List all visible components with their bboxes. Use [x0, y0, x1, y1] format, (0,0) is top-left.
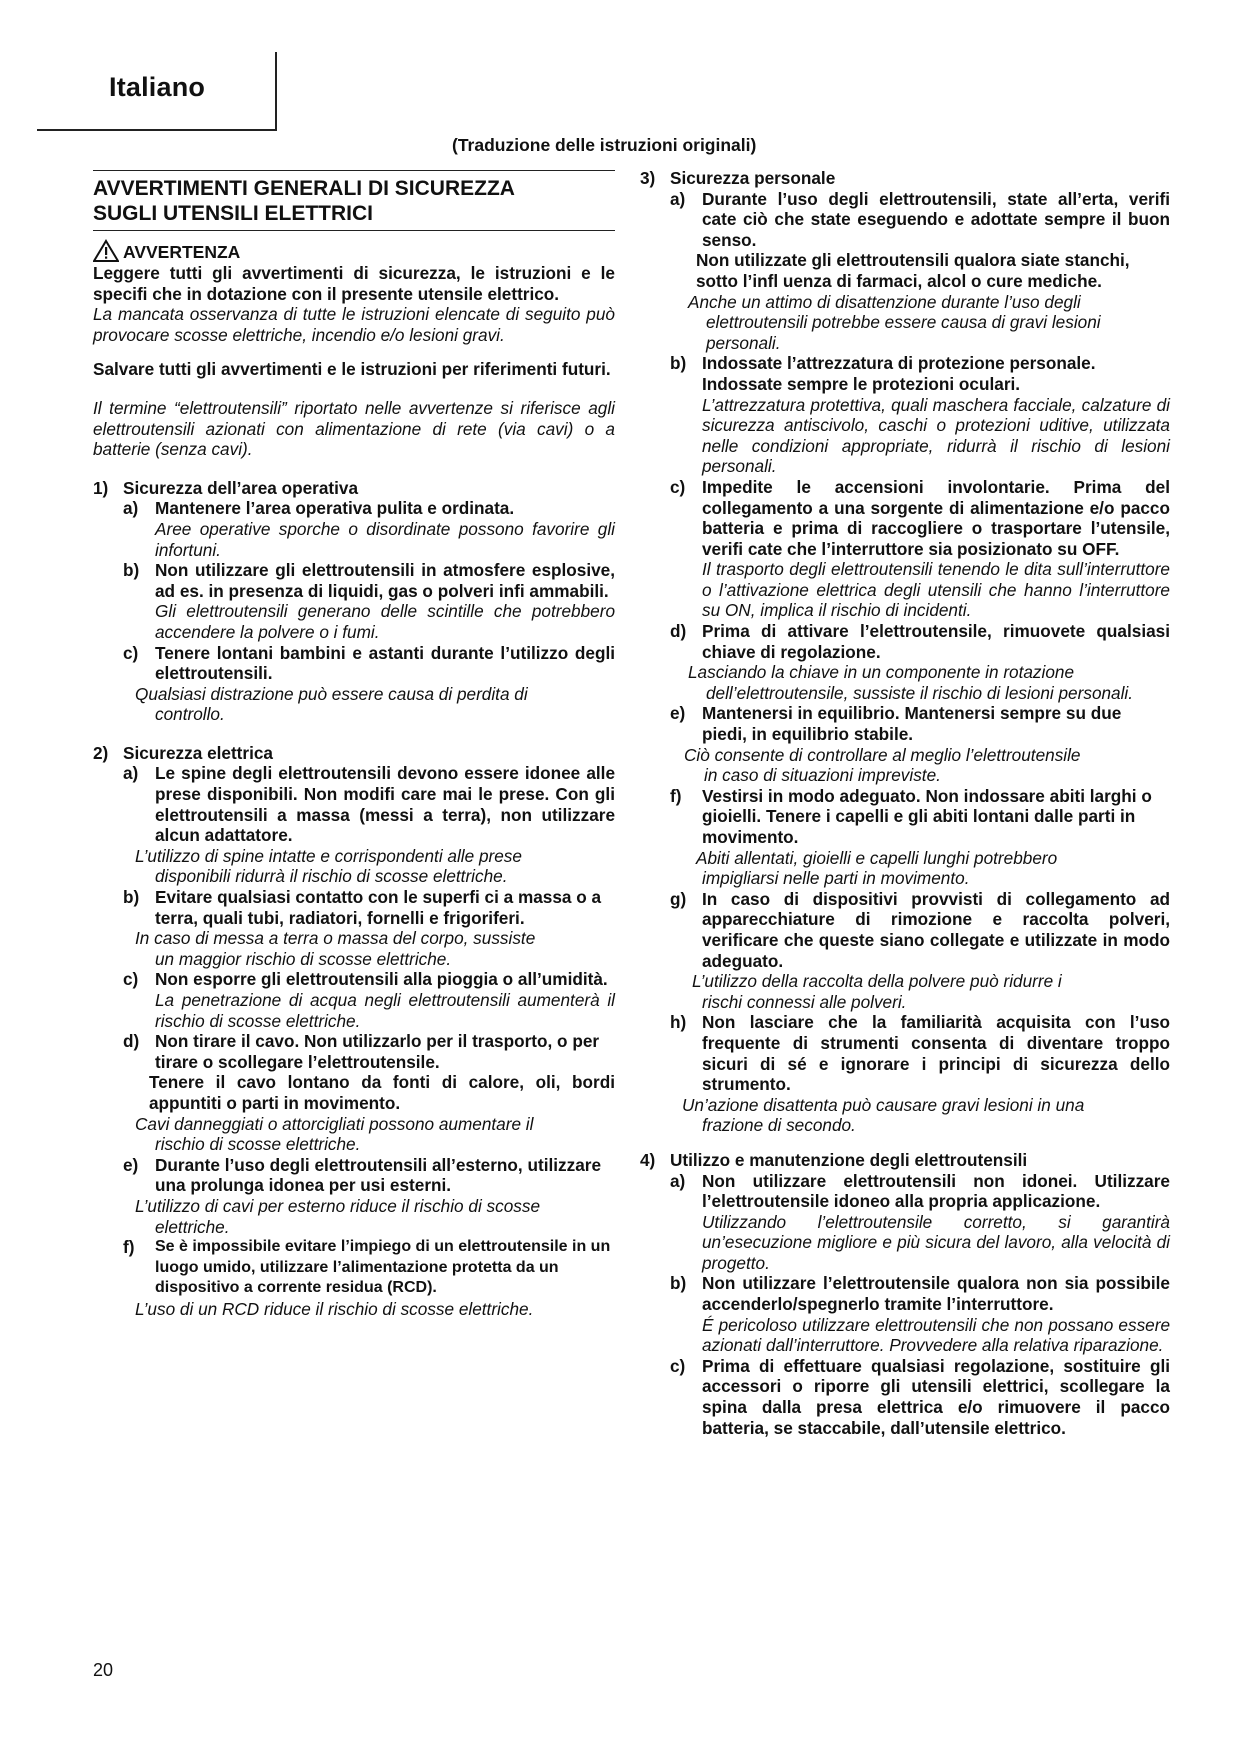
item-3g: g) In caso di dispositivi provvisti di collegamento ad apparecchiature di rimozione e raccolta polveri, verificare che queste siano collegate e utilizzate in modo adeguato.	[670, 888, 1170, 971]
note-2b: In caso di messa a terra o massa del corpo, sussiste un maggior rischio di scosse elettriche.	[135, 928, 536, 969]
save-instructions: Salvare tutti gli avvertimenti e le istruzioni per riferimenti futuri.	[93, 359, 611, 380]
item-1c: c) Tenere lontani bambini e astanti durante l’utilizzo degli elettroutensili.	[123, 642, 615, 684]
note-4a: Utilizzando l’elettroutensile corretto, si garantirà un’esecuzione migliore e più sicura del lavoro, alla velocità di progetto.	[702, 1211, 1170, 1273]
heading-line-2: SUGLI UTENSILI ELETTRICI	[93, 202, 374, 225]
item-3h: h) Non lasciare che la familiarità acquisita con l’uso frequente di strumenti consenta di diventare troppo sicuri di sé e ignorare i principi di sicurezza dello strumento.	[670, 1012, 1170, 1095]
item-2e: e) Durante l’uso degli elettroutensili all’esterno, utilizzare una prolunga idonea per usi esterni.	[123, 1154, 602, 1196]
item-2f: f) Se è impossibile evitare l’impiego di un elettroutensile in un luogo umido, utilizzare l’alimentazione protetta da un dispositivo a corrente residua (RCD).	[123, 1237, 611, 1297]
item-1b: b) Non utilizzare gli elettroutensili in atmosfere esplosive, ad es. in presenza di liquidi, gas o polveri infi ammabili.	[123, 560, 615, 601]
language-tab	[0, 0, 1241, 135]
note-3e: Ciò consente di controllare al meglio l’elettroutensile in caso di situazioni impreviste.	[684, 744, 1081, 786]
item-3e: e) Mantenersi in equilibrio. Mantenersi sempre su due piedi, in equilibrio stabile.	[670, 703, 1122, 745]
item-3a: a) Durante l’uso degli elettroutensili, state all’erta, verifi cate ciò che state eseguendo e adottate sempre il buon senso.	[670, 188, 1170, 250]
note-4b: É pericoloso utilizzare elettroutensili che non possano essere azionati dall’interruttore. Provvedere alla relativa riparazione.	[702, 1314, 1170, 1356]
item-2d: d) Non tirare il cavo. Non utilizzarlo per il trasporto, o per tirare o scollegare l’elettroutensile.	[123, 1031, 600, 1072]
tab-horizontal-rule	[37, 129, 277, 131]
note-3d: Lasciando la chiave in un componente in rotazione dell’elettroutensile, sussiste il rischio di lesioni personali.	[688, 662, 1134, 703]
page-number: 20	[93, 1660, 114, 1680]
note-3b: L’attrezzatura protettiva, quali maschera facciale, calzature di sicurezza antiscivolo, caschi o protezioni uditive, utilizzata nelle condizioni appropriate, ridurrà il rischio di lesioni personali.	[702, 394, 1170, 477]
tab-vertical-rule	[275, 52, 277, 130]
note-2a: L’utilizzo di spine intatte e corrispondenti alle prese disponibili ridurrà il rischio di scosse elettriche.	[135, 845, 522, 887]
item-3a-extra: Non utilizzate gli elettroutensili qualora siate stanchi, sotto l’infl uenza di farmaci, alcol o cure mediche.	[696, 250, 1130, 291]
note-3f: Abiti allentati, gioielli e capelli lunghi potrebbero impigliarsi nelle parti in movimento.	[696, 847, 1058, 889]
note-2e: L’utilizzo di cavi per esterno riduce il rischio di scosse elettriche.	[135, 1195, 541, 1237]
item-4b: b) Non utilizzare l’elettroutensile qualora non sia possibile accenderlo/spegnerlo tramite l’interruttore.	[670, 1273, 1170, 1315]
section-heading	[93, 170, 615, 231]
item-3f: f) Vestirsi in modo adeguato. Non indossare abiti larghi o gioielli. Tenere i capelli e gli abiti lontani dalle parti in movimento.	[670, 785, 1152, 847]
heading-line-1: AVVERTIMENTI GENERALI DI SICUREZZA	[93, 177, 515, 200]
term-definition: Il termine “elettroutensili” riportato nelle avvertenze si riferisce agli elettroutensili azionati con alimentazione di rete (via cavi) o a batterie (senza cavi).	[93, 397, 615, 460]
intro-bold: Leggere tutti gli avvertimenti di sicurezza, le istruzioni e le specifi che in dotazione con il presente utensile elettrico.	[93, 263, 615, 304]
item-3b: b) Indossate l’attrezzatura di protezione personale. Indossate sempre le protezioni oculari.	[670, 353, 1096, 394]
section-1-title: 1) Sicurezza dell’area operativa	[93, 477, 359, 498]
note-3c: Il trasporto degli elettroutensili tenendo le dita sull’interruttore o l’attivazione elettrica degli utensili che hanno l’interruttore su ON, implica il rischio di incidenti.	[702, 559, 1170, 621]
note-2c: La penetrazione di acqua negli elettroutensili aumenterà il rischio di scosse elettriche.	[155, 990, 615, 1031]
section-2-title: 2) Sicurezza elettrica	[93, 742, 273, 763]
note-2f: L’uso di un RCD riduce il rischio di scosse elettriche.	[135, 1298, 534, 1319]
item-4a: a) Non utilizzare elettroutensili non idonei. Utilizzare l’elettroutensile idoneo alla propria applicazione.	[670, 1170, 1170, 1212]
section-4-title: 4) Utilizzo e manutenzione degli elettroutensili	[640, 1149, 1028, 1170]
note-3g: L’utilizzo della raccolta della polvere può ridurre i rischi connessi alle polveri.	[692, 971, 1062, 1012]
warning-row	[93, 239, 615, 263]
language-title: Italiano	[109, 72, 206, 102]
item-4c: c) Prima di effettuare qualsiasi regolazione, sostituire gli accessori o riporre gli utensili elettrici, scollegare la spina dalla presa elettrica e/o rimuovere il pacco batteria, se staccabile, dall’utensile elettrico.	[670, 1355, 1170, 1438]
warning-triangle-icon	[93, 239, 119, 263]
translation-subtitle: (Traduzione delle istruzioni originali)	[452, 135, 757, 155]
item-3d: d) Prima di attivare l’elettroutensile, rimuovete qualsiasi chiave di regolazione.	[670, 621, 1170, 662]
item-2c: c) Non esporre gli elettroutensili alla pioggia o all’umidità.	[123, 969, 608, 990]
item-1a: a) Mantenere l’area operativa pulita e ordinata.	[123, 498, 515, 519]
intro-italic: La mancata osservanza di tutte le istruzioni elencate di seguito può provocare scosse elettriche, incendio e/o lesioni gravi.	[93, 304, 615, 345]
note-1a: Aree operative sporche o disordinate possono favorire gli infortuni.	[155, 518, 615, 560]
section-3-title: 3) Sicurezza personale	[640, 168, 836, 188]
note-3a: Anche un attimo di disattenzione durante l’uso degli elettroutensili potrebbe essere causa di gravi lesioni personali.	[688, 291, 1101, 353]
item-3c: c) Impedite le accensioni involontarie. Prima del collegamento a una sorgente di alimentazione e/o pacco batteria e prima di raccogliere o trasportare l’utensile, verifi cate che l’interruttore sia posizionato su OFF.	[670, 476, 1170, 559]
note-1c: Qualsiasi distrazione può essere causa di perdita di controllo.	[135, 683, 528, 725]
note-1b: Gli elettroutensili generano delle scintille che potrebbero accendere la polvere o i fumi.	[155, 601, 615, 642]
item-2d-extra: Tenere il cavo lontano da fonti di calore, oli, bordi appuntiti o parti in movimento.	[149, 1072, 615, 1113]
left-column	[93, 170, 615, 1320]
note-2d: Cavi danneggiati o attorcigliati possono aumentare il rischio di scosse elettriche.	[135, 1113, 534, 1155]
warning-label: AVVERTENZA	[123, 242, 241, 263]
item-2b: b) Evitare qualsiasi contatto con le superfi ci a massa o a terra, quali tubi, radiatori, fornelli e frigoriferi.	[123, 887, 602, 928]
note-3h: Un’azione disattenta può causare gravi lesioni in una frazione di secondo.	[682, 1094, 1085, 1136]
right-column	[640, 168, 1170, 1438]
item-2a: a) Le spine degli elettroutensili devono essere idonee alle prese disponibili. Non modifi care mai le prese. Con gli elettroutensili a massa (messi a terra), non utilizzare alcun adattatore.	[123, 763, 615, 846]
